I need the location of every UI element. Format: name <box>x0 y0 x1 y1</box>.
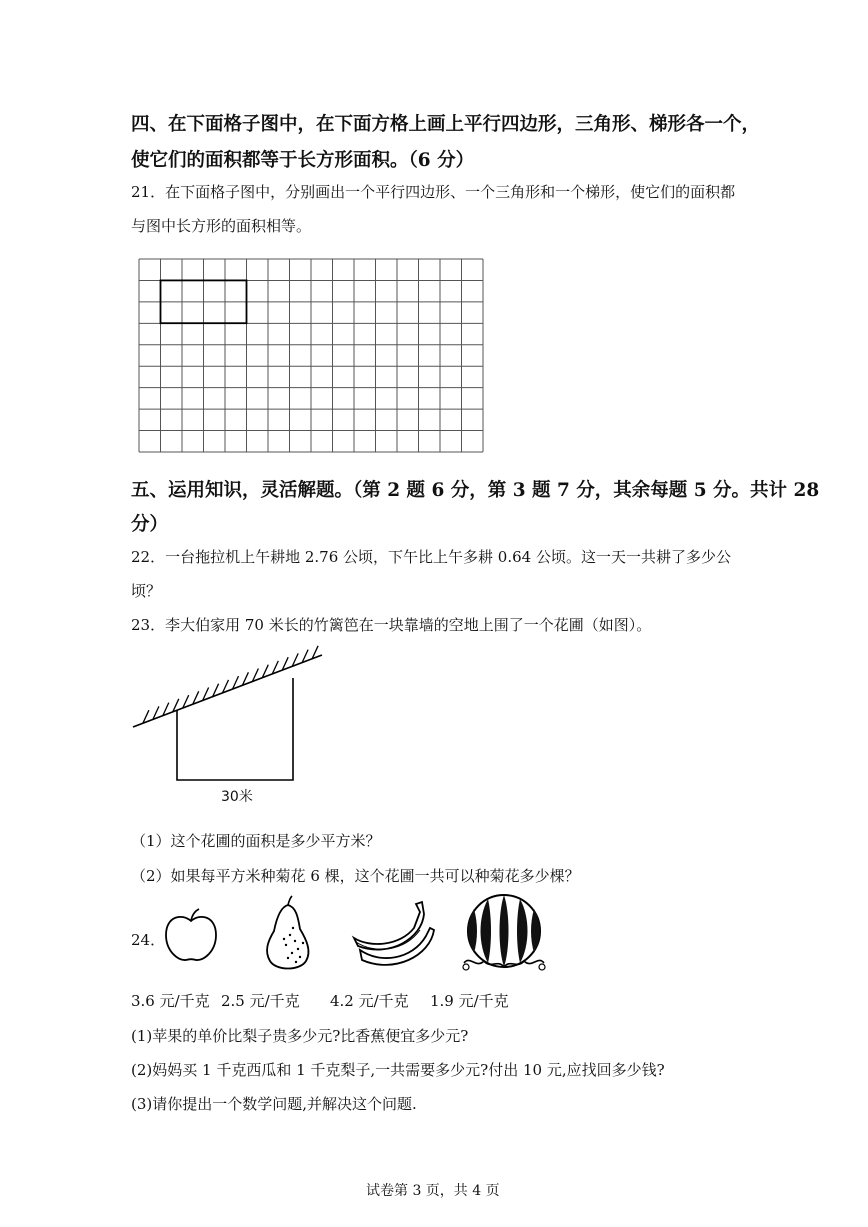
question-23: 23．李大伯家用 70 米长的竹篱笆在一块靠墙的空地上围了一个花圃（如图）。 <box>131 616 652 634</box>
page-footer: 试卷第 3 页，共 4 页 <box>366 1183 500 1199</box>
question-23-sub1: （1）这个花圃的面积是多少平方米？ <box>131 832 381 850</box>
question-24-number: 24． <box>131 931 166 949</box>
price-pear: 2.5 元/千克 <box>221 992 300 1010</box>
section4-heading-line2: 使它们的面积都等于长方形面积。（6 分） <box>131 150 475 171</box>
question-24-sub3: (3)请你提出一个数学问题,并解决这个问题. <box>131 1095 417 1113</box>
question-21-line2: 与图中长方形的面积相等。 <box>131 217 312 235</box>
pear-icon <box>260 895 322 973</box>
price-apple: 3.6 元/千克 <box>131 992 210 1010</box>
apple-icon <box>162 907 220 965</box>
watermelon-icon <box>458 893 550 975</box>
section5-heading-line1: 五、运用知识，灵活解题。（第 2 题 6 分，第 3 题 7 分，其余每题 5 分。共计 28 <box>131 480 820 501</box>
banana-icon <box>350 898 436 970</box>
question-22-line1: 22．一台拖拉机上午耕地 2.76 公顷，下午比上午多耕 0.64 公顷。这一天一共耕了多少公 <box>131 548 731 566</box>
question-24-sub2: (2)妈妈买 1 千克西瓜和 1 千克梨子,一共需要多少元?付出 10 元,应找回多少钱? <box>131 1061 665 1079</box>
price-watermelon: 1.9 元/千克 <box>430 992 509 1010</box>
question-22-line2: 顷？ <box>131 582 162 600</box>
price-banana: 4.2 元/千克 <box>330 992 409 1010</box>
grid-figure <box>139 259 483 452</box>
question-23-sub2: （2）如果每平方米种菊花 6 棵，这个花圃一共可以种菊花多少棵？ <box>131 867 580 885</box>
section4-heading-line1: 四、在下面格子图中，在下面方格上画上平行四边形，三角形、梯形各一个， <box>131 114 761 135</box>
garden-width-label: 30米 <box>221 789 253 805</box>
question-21-line1: 21．在下面格子图中，分别画出一个平行四边形、一个三角形和一个梯形，使它们的面积都 <box>131 183 736 201</box>
section5-heading-line2: 分） <box>131 514 169 535</box>
question-24-sub1: (1)苹果的单价比梨子贵多少元?比香蕉便宜多少元? <box>131 1027 469 1045</box>
